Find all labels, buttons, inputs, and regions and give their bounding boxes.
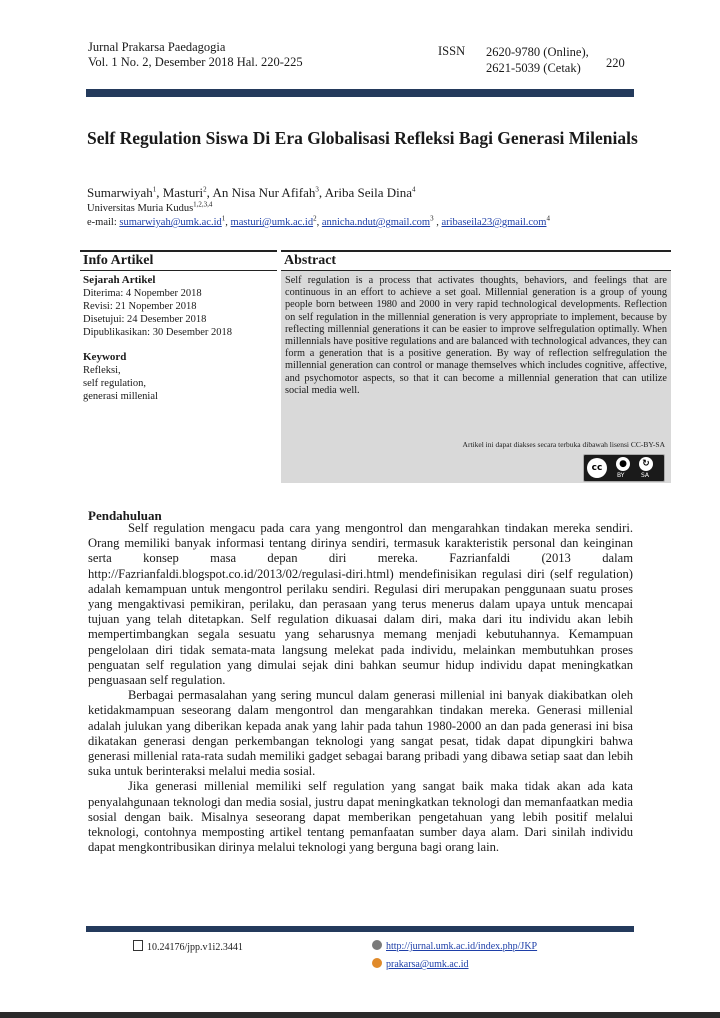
bottom-edge	[0, 1012, 720, 1018]
paragraph: Jika generasi millenial memiliki self regulation yang sangat baik maka tidak akan ada kata penyalahgunaan teknologi dan media sosial, justru dapat meningkatkan teknologi dan memanfaatkan media sosial dengan baik. Misalnya seseorang dapat memberikan pengetahuan yang lebih positif melalui teknologi, contohnya memposting artikel tentang pemanfaatan sumber daya alam. Dari sinilah individu dapat mengkontribusikan dirinya melalui teknologi yang berguna bagi orang lain.	[88, 779, 633, 855]
globe-icon	[372, 940, 382, 950]
journal-email-link[interactable]: prakarsa@umk.ac.id	[386, 959, 469, 970]
abstract-text: Self regulation is a process that activates thoughts, behaviors, and feelings that are continuous in an effort to achieve a set goal. Millennial generation is a group of young people born between 1980 and 2000 in very rapid technological developments. Reflection on self regulation in the millennial generation is very appropriate to implement, because by reflecting millennial generations it can be easier to improve selfregulation optimally. When millennials have positive regulations and are balanced with technological advances, they can form a generation that is a positive generation. By way of reflection selfregulation the millennial generation can control or manage themselves which includes cognitive, affective, and psychomotor aspects, so that it can become a millennial generation that can utilize social media well.	[285, 275, 667, 396]
sa-share-icon: ↻	[639, 457, 653, 471]
author-sup: 3	[315, 185, 319, 194]
email-label: e-mail:	[87, 217, 120, 228]
keyword-item: self regulation,	[83, 378, 146, 389]
paper-title: Self Regulation Siswa Di Era Globalisasi Refleksi Bagi Generasi Milenials	[87, 128, 638, 148]
by-person-icon: ●	[616, 457, 630, 471]
doi-text: 10.24176/jpp.v1i2.3441	[147, 942, 243, 953]
email-link[interactable]: masturi@umk.ac.id	[230, 217, 314, 228]
issn-label: ISSN	[438, 44, 466, 58]
email-link[interactable]: aribaseila23@gmail.com	[441, 217, 547, 228]
keyword-title: Keyword	[83, 351, 127, 363]
keyword-item: generasi millenial	[83, 391, 158, 402]
document-icon	[133, 940, 143, 951]
abstract-section	[281, 250, 671, 483]
affiliation-name: Universitas Muria Kudus	[87, 203, 194, 214]
info-body	[80, 271, 277, 403]
footer-doi	[133, 940, 243, 953]
author-list: Sumarwiyah$^1$, Masturi$^2$, An Nisa Nur Afifah$^3$, Ariba Seila Dina$^4$	[87, 185, 416, 200]
email-link[interactable]: sumarwiyah@umk.ac.id	[119, 217, 222, 228]
license-note: Artikel ini dapat diakses secara terbuka dibawah lisensi CC-BY-SA	[462, 440, 665, 449]
header-rule	[86, 89, 634, 97]
cc-icon: cc	[587, 458, 607, 478]
issn-online: 2620-9780 (Online),	[486, 45, 589, 59]
intro-body	[88, 521, 633, 855]
footer-url	[372, 940, 537, 952]
mail-icon	[372, 958, 382, 968]
author-name: An Nisa Nur Afifah	[212, 185, 316, 200]
email-list: e-mail: $sumarwiyah@umk.ac.id^1$, $masturi@umk.ac.id^2$, annicha.ndut@gmail.com$^3$ , aribaseila23@gmail.com$^4$	[87, 214, 550, 228]
sa-label: SA	[641, 472, 650, 479]
affiliation-sup: 1,2,3,4	[193, 200, 213, 209]
info-heading: Info Artikel	[80, 250, 277, 271]
page-number: 220	[606, 56, 625, 70]
journal-url-link[interactable]: http://jurnal.umk.ac.id/index.php/JKP	[386, 941, 538, 952]
issn-print: 2621-5039 (Cetak)	[486, 61, 581, 75]
paragraph: Self regulation mengacu pada cara yang mengontrol dan mengarahkan tindakan mereka sendiri. Orang memiliki banyak informasi tentang dirinya sendiri, termasuk karakteristik personal dan keinginan serta konsep masa depan diri mereka. Fazrianfaldi (2013 dalam http://Fazrianfaldi.blogspot.co.id/2013/02/regulasi-diri.html) mendefinisikan regulasi diri (self regulation) adalah kemampuan untuk mengontrol perilaku sendiri. Regulasi diri merupakan penggunaan suatu proses yang mengaktivasi pemikiran, perilaku, dan perasaan yang terus menerus dalam upaya untuk mencapai tujuan yang telah ditetapkan. Self regulation dikuasai dalam diri, maka dari itu individu akan lebih mempertimbangkan segala sesuatu yang seharusnya memang menjadi kebutuhannya. Kemampuan pengelolaan diri tidak semata-mata langsung melekat pada individu, melainkan membutuhkan proses penguatan self regulation yang dimulai sejak dini bahkan seumur hidup individu dapat meningkatkan penguasaan self regulation.	[88, 521, 633, 688]
email-sup: 4	[546, 214, 550, 223]
cc-by-sa-badge[interactable]	[583, 454, 665, 482]
date-revised: Revisi: 21 Nopember 2018	[83, 301, 197, 312]
email-link[interactable]: annicha.ndut@gmail.com	[321, 217, 431, 228]
affiliation	[87, 200, 213, 214]
author-name: Ariba Seila Dina	[324, 185, 413, 200]
paragraph: Berbagai permasalahan yang sering muncul dalam generasi millenial ini banyak diakibatkan oleh ketidakmampuan seseorang dalam mengontrol dan mengarahkan tindakan mereka. Generasi millenial adalah julukan yang diberikan kepada anak yang lahir pada tahun 1980-2000 an dan pada generasi ini bisa dikatakan generasi dengan perkembangan teknologi yang sangat pesat, tidak dapat dipungkiri bahwa generasi millenial rata-rata sudah memiliki gadget sebagai barang pribadi yang dibawa setiap saat dan lebih suka untuk berinteraksi melalui media sosial.	[88, 688, 633, 779]
journal-volume: Vol. 1 No. 2, Desember 2018 Hal. 220-225	[88, 55, 303, 69]
by-label: BY	[617, 472, 625, 479]
abstract-heading: Abstract	[281, 250, 671, 271]
journal-name: Jurnal Prakarsa Paedagogia	[88, 40, 226, 54]
date-published: Dipublikasikan: 30 Desember 2018	[83, 327, 233, 338]
email-sup: 2	[313, 214, 317, 223]
date-accepted: Disetujui: 24 Desember 2018	[83, 314, 207, 325]
abstract-body	[281, 271, 671, 483]
author-sup: 4	[412, 185, 416, 194]
history-title: Sejarah Artikel	[83, 274, 156, 286]
date-received: Diterima: 4 Nopember 2018	[83, 288, 202, 299]
article-info	[80, 250, 277, 403]
issn-numbers	[486, 44, 589, 76]
footer-rule	[86, 926, 634, 932]
author-sup: 2	[203, 185, 207, 194]
email-sup: 1	[221, 214, 226, 223]
journal-header	[88, 40, 303, 70]
section-heading: Pendahuluan	[88, 508, 162, 523]
author-sup: 1	[152, 185, 157, 194]
email-sup: 3	[430, 214, 434, 223]
keyword-item: Refleksi,	[83, 365, 121, 376]
author-name: Sumarwiyah	[87, 185, 153, 200]
author-name: Masturi	[162, 185, 204, 200]
footer-email	[372, 958, 469, 970]
